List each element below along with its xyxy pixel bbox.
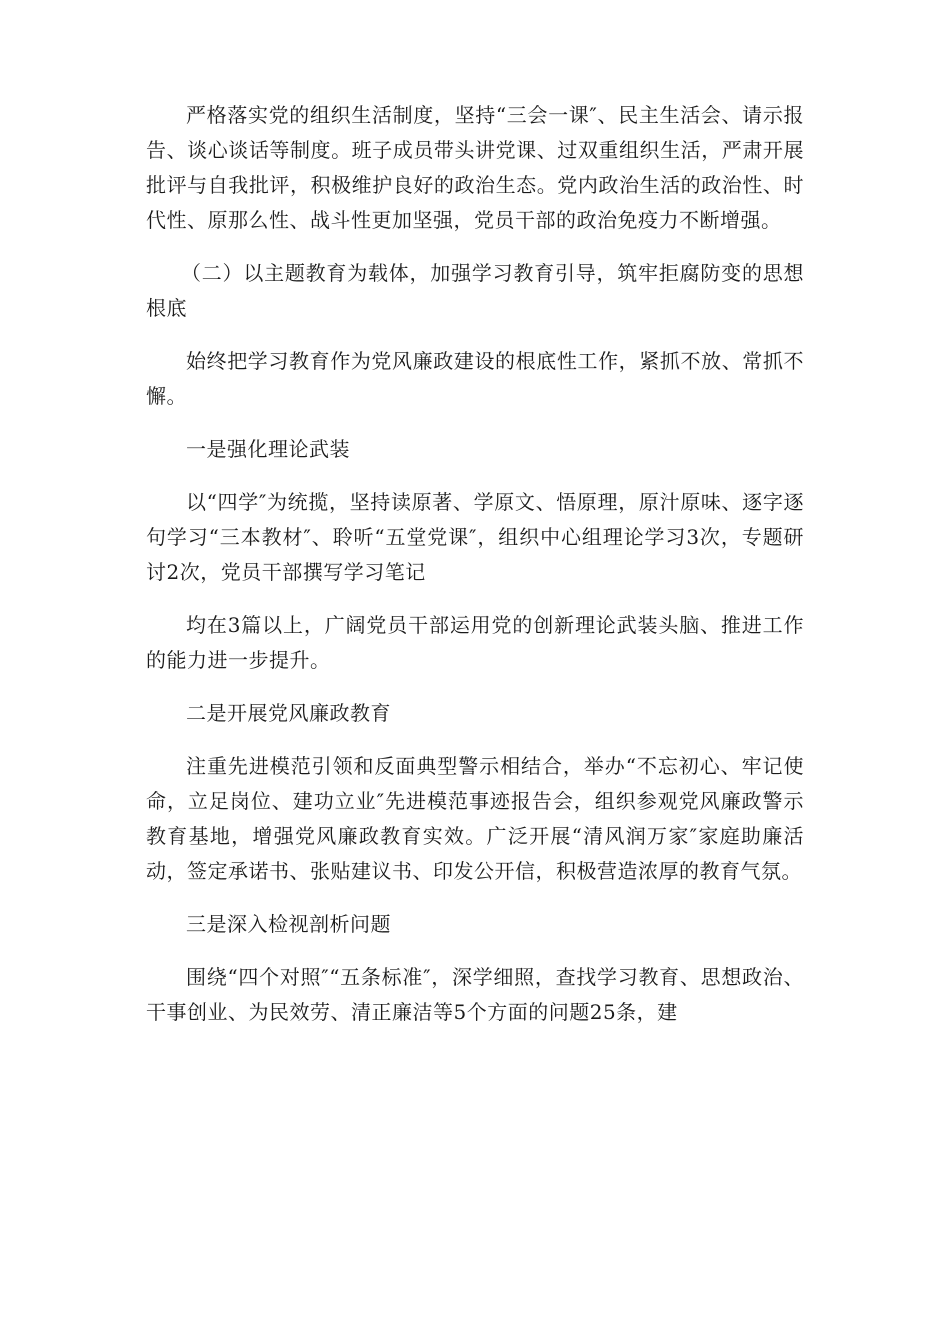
paragraph-four-studies: 以“四学″为统揽，坚持读原著、学原文、悟原理，原汁原味、逐字逐句学习“三本教材″、聆听“五堂党课″，组织中心组理论学习3次，专题研讨2次，党员干部撰写学习笔记 xyxy=(146,490,804,584)
paragraph-models-warnings: 注重先进模范引领和反面典型警示相结合，举办“不忘初心、牢记使命，立足岗位、建功立业″先进模范事迹报告会，组织参观党风廉政警示教育基地，增强党风廉政教育实效。广泛开展“清风润万家″家庭助廉活动，签定承诺书、张贴建议书、印发公开信，积极营造浓厚的教育气氛。 xyxy=(146,754,804,883)
subheading-problem-analysis: 三是深入检视剖析问题 xyxy=(186,912,391,936)
subheading-integrity-education: 二是开展党风廉政教育 xyxy=(186,701,391,725)
paragraph-study-education: 始终把学习教育作为党风廉政建设的根底性工作，紧抓不放、常抓不懈。 xyxy=(146,349,804,408)
paragraph-organization-life: 严格落实党的组织生活制度，坚持“三会一课″、民主生活会、请示报告、谈心谈话等制度。班子成员带头讲党课、过双重组织生活，严肃开展批评与自我批评，积极维护良好的政治生态。党内政治生活的政治性、时代性、原那么性、战斗性更加坚强，党员干部的政治免疫力不断增强。 xyxy=(146,103,804,232)
paragraph-four-comparisons: 围绕“四个对照″“五条标准″，深学细照，查找学习教育、思想政治、干事创业、为民效劳、清正廉洁等5个方面的问题25条，建 xyxy=(146,965,804,1024)
paragraph-study-notes: 均在3篇以上，广阔党员干部运用党的创新理论武装头脑、推进工作的能力进一步提升。 xyxy=(146,613,804,672)
section-heading-2: （二）以主题教育为载体，加强学习教育引导，筑牢拒腐防变的思想根底 xyxy=(146,261,804,320)
document-page xyxy=(146,98,804,1030)
subheading-theory: 一是强化理论武装 xyxy=(186,437,350,461)
